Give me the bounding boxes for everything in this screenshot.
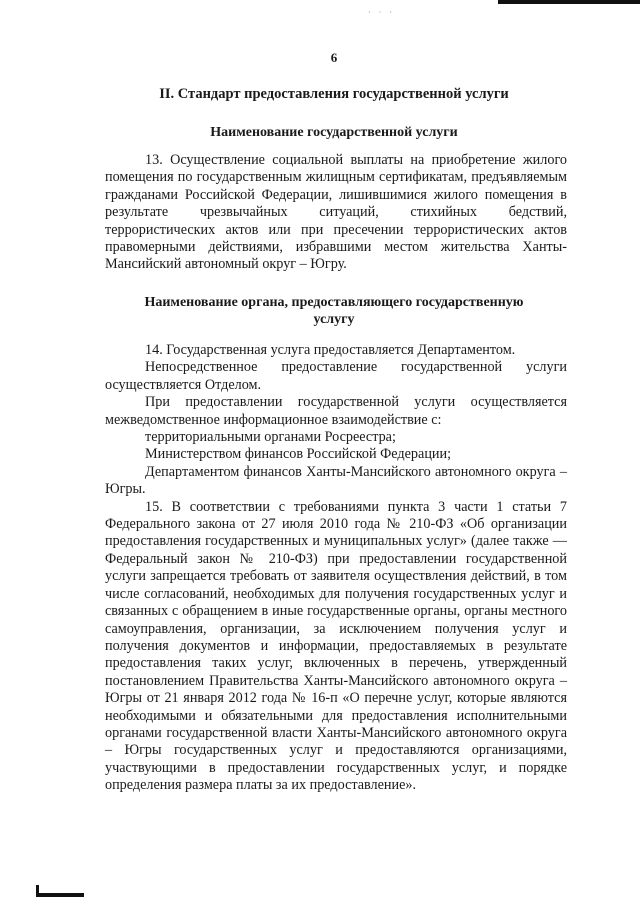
page-number: 6 (330, 50, 338, 65)
paragraph: 15. В соответствии с требованиями пункта 3 части 1 статьи 7 Федерального закона от 27 июля 2010 года № 210-ФЗ «Об организации предоставления государственных и муниципальных услуг» (далее также — Федеральный закон № 210-ФЗ) при предоставлении государственной услуги запрещается требовать от заявителя осуществления действий, в том числе согласований, необходимых для получения государственных услуг и связанных с обращением в иные государственные органы, органы местного самоуправления, организации, за исключением получения услуг и получения документов и информации, предоставляемых в результате предоставления таких услуг, включенных в перечень, утвержденный постановлением Правительства Ханты-Мансийского автономного округа – Югры от 21 января 2012 года № 16-п «О перечне услуг, которые являются необходимыми и обязательными для предоставления исполнительными органами государственной власти Ханты-Мансийского автономного округа – Югры государственных услуг и предоставляются организациями, участвующими в предоставлении государственных услуг, и порядке определения размера платы за их предоставление». (105, 498, 567, 794)
paragraph: территориальными органами Росреестра; (145, 429, 396, 446)
paragraph: Непосредственное предоставление государственной услуги осуществляется Отделом. (105, 359, 567, 393)
subheading-authority (0, 294, 640, 328)
paragraph-block-1 (105, 152, 567, 274)
scan-bottom-edge-mark (36, 893, 84, 897)
paragraph: Министерством финансов Российской Федерации; (145, 446, 452, 463)
paragraph: 13. Осуществление социальной выплаты на приобретение жилого помещения по государственным жилищным сертификатам, предъявляемым гражданами Российской Федерации, лишившимися жилого помещения в результате чрезвычайных ситуаций, стихийных бедствий, террористических актов или при пресечении террористических актов правомерными действиями, избравшими местом жительства Ханты-Мансийский автономный округ – Югру. (105, 152, 567, 273)
paragraph-block-2 (105, 342, 567, 795)
paragraph: При предоставлении государственной услуги осуществляется межведомственное информационное взаимодействие с: (105, 394, 567, 428)
scan-top-edge-mark (498, 0, 640, 4)
subheading-service-name: Наименование государственной услуги (210, 125, 458, 140)
paragraph: 14. Государственная услуга предоставляется Департаментом. (145, 342, 516, 358)
section-heading: II. Стандарт предоставления государственной услуги (159, 86, 509, 102)
paragraph: Департаментом финансов Ханты-Мансийского автономного округа – Югры. (105, 463, 567, 498)
subheading-authority-text: Наименование органа, предоставляющего государственную услугу (144, 295, 524, 327)
scan-specks: · · · (368, 8, 395, 17)
